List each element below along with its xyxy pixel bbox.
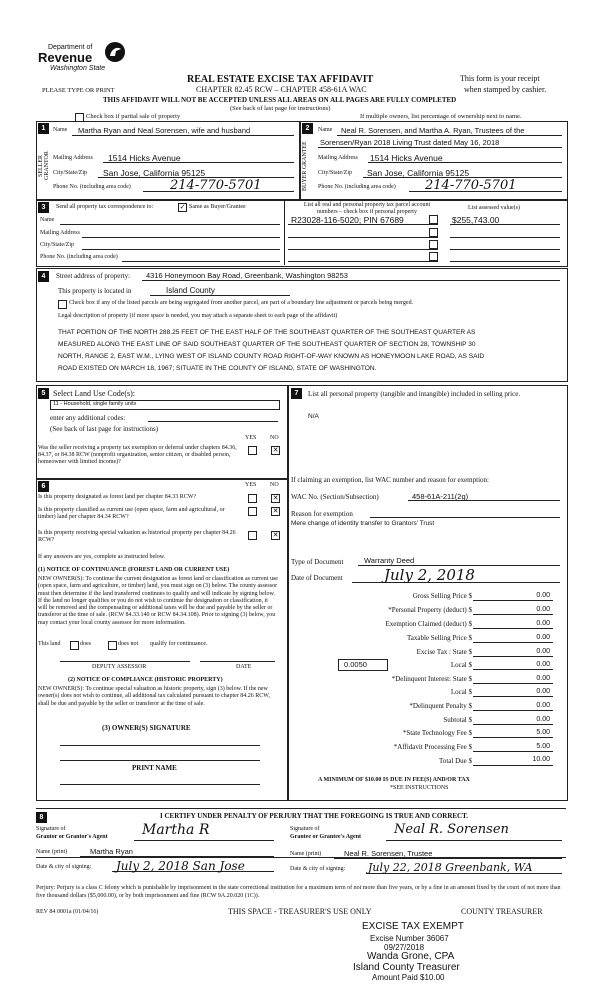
- s5-question: Was the seller receiving a property tax exemption or deferral under chapters 84.36, 84.37, or 84.38 RCW (nonprofit organization, senior citizen, or disabled person, homeowner with limited income)?: [38, 445, 237, 465]
- buyer-name-line1[interactable]: Neal R. Sorensen, and Martha A. Ryan, Trustees of the: [341, 126, 525, 135]
- parcel-3-personal-checkbox[interactable]: [429, 240, 438, 249]
- personal-property-deduct-label: *Personal Property (deduct) $: [388, 606, 472, 614]
- reason-label: Reason for exemption: [291, 510, 353, 518]
- delinquent-interest-label: *Delinquent Interest: State $: [391, 675, 472, 683]
- buyer-name-line2[interactable]: Sorensen/Ryan 2018 Living Trust dated May 16, 2018: [320, 138, 500, 147]
- delinquent-local-value[interactable]: 0.00: [536, 688, 550, 695]
- grantee-date-label: Date & city of signing:: [290, 866, 346, 872]
- seller-city[interactable]: San Jose, California 95125: [103, 168, 206, 178]
- s5-no-checkbox[interactable]: ✕: [272, 446, 279, 454]
- deputy-assessor-label: DEPUTY ASSESSOR: [92, 664, 147, 670]
- section-4-number: 4: [38, 271, 49, 282]
- s6-no-label: NO: [270, 482, 279, 488]
- land-use-label: Select Land Use Code(s):: [53, 389, 135, 398]
- grantor-sig-label-1: Signature of: [36, 826, 66, 832]
- personal-property-deduct-value[interactable]: 0.00: [536, 606, 550, 613]
- seller-mail-label: Mailing Address: [53, 155, 93, 161]
- subtotal-label: Subtotal $: [443, 716, 472, 724]
- s6-q1: Is this property designated as forest land per chapter 84.33 RCW?: [38, 494, 197, 500]
- section-5-number: 5: [38, 388, 49, 399]
- segregated-checkbox[interactable]: [58, 300, 67, 309]
- qualify-label: qualify for continuance.: [150, 641, 208, 647]
- parcel-4-personal-checkbox[interactable]: [429, 252, 438, 261]
- date-label: DATE: [236, 664, 252, 670]
- legal-description-line1: THAT PORTION OF THE NORTH 288.25 FEET OF THE EAST HALF OF THE SOUTHEAST QUARTER OF THE SOUTHEAST QUARTER AS: [58, 329, 476, 336]
- section-3-number: 3: [38, 202, 49, 213]
- s5-yes-label: YES: [245, 435, 257, 441]
- parcel-1-personal-checkbox[interactable]: [429, 215, 438, 224]
- owner-signature-label: (3) OWNER(S) SIGNATURE: [102, 724, 191, 732]
- grantor-name-label: Name (print): [36, 849, 68, 855]
- s6-q2-no-checkbox[interactable]: ✕: [272, 507, 279, 515]
- s6-q1-yes-checkbox[interactable]: [248, 494, 257, 503]
- additional-codes-label: enter any additional codes:: [50, 414, 126, 422]
- wac-number[interactable]: 458-61A-211(2g): [412, 492, 469, 501]
- partial-sale-label: Check box if partial sale of property: [86, 113, 181, 120]
- grantor-sig-label-2: Grantor or Grantor's Agent: [36, 834, 108, 840]
- seller-name-label: Name: [53, 127, 68, 133]
- dept-line3: Washington State: [50, 65, 106, 72]
- does-label: does: [80, 641, 91, 647]
- minimum-note: A MINIMUM OF $10.00 IS DUE IN FEE(S) AND/OR TAX: [318, 777, 470, 783]
- exemption-reason: Mere change of identity transfer to Grantors' Trust: [291, 520, 435, 527]
- stamp-line-4: Wanda Grone, CPA: [367, 951, 455, 962]
- land-use-code: 11 - Household, single family units: [53, 401, 137, 407]
- section-6-number: 6: [38, 481, 49, 492]
- buyer-mail-label: Mailing Address: [318, 155, 358, 161]
- grantee-name-label: Name (print): [290, 851, 322, 857]
- county[interactable]: Island County: [166, 286, 215, 295]
- receipt-note-1: This form is your receipt: [460, 74, 540, 83]
- s3-city-label: City/State/Zip: [40, 242, 74, 248]
- dept-line1: Department of: [48, 44, 93, 51]
- s6-q3: Is this property receiving special valuation as historical property per chapter 84.26 RCW?: [38, 530, 236, 543]
- stamp-line-2: Excise Number 36067: [370, 934, 449, 943]
- s6-q2-yes-checkbox[interactable]: [248, 507, 257, 516]
- does-checkbox[interactable]: [70, 641, 79, 650]
- parcel-2-personal-checkbox[interactable]: [429, 228, 438, 237]
- compliance-title: (2) NOTICE OF COMPLIANCE (HISTORIC PROPERTY): [68, 677, 223, 683]
- street-address[interactable]: 4316 Honeymoon Bay Road, Greenbank, Washington 98253: [146, 271, 348, 280]
- stamp-line-1: EXCISE TAX EXEMPT: [362, 921, 464, 932]
- buyer-phone-label: Phone No. (including area code): [318, 184, 396, 190]
- delinquent-interest-value[interactable]: 0.00: [536, 675, 550, 682]
- does-not-label: does not: [118, 641, 139, 647]
- taxable-price-value[interactable]: 0.00: [536, 634, 550, 641]
- legal-description-line3: NORTH, RANGE 2, EAST W.M., LYING WEST OF ISLAND COUNTY ROAD RIGHT-OF-WAY KNOWN AS HONEYMOON LAKE ROAD, AS SAID: [58, 353, 485, 360]
- grantor-name[interactable]: Martha Ryan: [90, 847, 133, 856]
- doc-type[interactable]: Warranty Deed: [364, 556, 415, 565]
- parcel-header-1: List all real and personal property tax parcel account: [303, 202, 431, 208]
- form-warning: THIS AFFIDAVIT WILL NOT BE ACCEPTED UNLESS ALL AREAS ON ALL PAGES ARE FULLY COMPLETED: [103, 96, 457, 104]
- s6-q3-no-checkbox[interactable]: ✕: [272, 531, 279, 539]
- this-land-label: This land: [38, 641, 61, 647]
- grantee-sig-label-2: Grantee or Grantee's Agent: [290, 834, 362, 840]
- seller-phone-label: Phone No. (including area code): [53, 184, 131, 190]
- grantee-name[interactable]: Neal R. Sorensen, Trustee: [344, 849, 433, 858]
- please-type: PLEASE TYPE OR PRINT: [42, 87, 115, 94]
- exemption-claimed-label: Exemption Claimed (deduct) $: [385, 620, 472, 628]
- wac-label: WAC No. (Section/Subsection): [291, 493, 379, 501]
- personal-property-label: List all personal property (tangible and intangible) included in selling price.: [308, 390, 521, 398]
- land-use-see-back: (See back of last page for instructions): [50, 425, 159, 433]
- buyer-mail[interactable]: 1514 Hicks Avenue: [370, 153, 443, 163]
- seller-phone[interactable]: 214-770-5701: [170, 178, 262, 193]
- doc-type-label: Type of Document: [291, 558, 344, 566]
- legal-description-line4: ROAD EXISTED ON MARCH 18, 1967; SITUATE IN THE COUNTY OF ISLAND, STATE OF WASHINGTON.: [58, 365, 377, 372]
- section-8-number: 8: [36, 812, 47, 823]
- continuance-title: (1) NOTICE OF CONTINUANCE (FOREST LAND OR CURRENT USE): [38, 567, 230, 573]
- affidavit-fee-label: *Affidavit Processing Fee $: [393, 743, 472, 751]
- print-name-label: PRINT NAME: [132, 764, 177, 772]
- affidavit-fee-value[interactable]: 5.00: [536, 743, 550, 750]
- personal-property-value: N/A: [308, 413, 319, 420]
- form-title: REAL ESTATE EXCISE TAX AFFIDAVIT: [187, 74, 374, 85]
- compliance-body: NEW OWNER(S): To continue special valuation as historic property, sign (3) below. If the new owner(s) does not wish to continue, all additional tax calculated pursuant to chapter 84.26 RCW, shall be due and payable by the seller or transferor at the time of sale.: [38, 686, 270, 707]
- dept-line2: Revenue: [38, 50, 93, 65]
- does-not-checkbox[interactable]: [108, 641, 117, 650]
- s5-no-label: NO: [270, 435, 279, 441]
- legal-description-line2: MEASURED ALONG THE EAST LINE OF SAID SOUTHEAST QUARTER OF THE SOUTHEAST QUARTER OF SECTION 28, TOWNSHIP 30: [58, 341, 476, 348]
- taxable-price-label: Taxable Selling Price $: [406, 634, 472, 642]
- seller-mail[interactable]: 1514 Hicks Avenue: [108, 153, 181, 163]
- section-2-number: 2: [302, 123, 313, 134]
- doc-date-label: Date of Document: [291, 574, 343, 582]
- grantee-date-city[interactable]: July 22, 2018 Greenbank, WA: [368, 861, 533, 874]
- delinquent-penalty-label: *Delinquent Penalty $: [409, 702, 472, 710]
- excise-state-value[interactable]: 0.00: [536, 648, 550, 655]
- see-instructions: *SEE INSTRUCTIONS: [390, 785, 449, 791]
- send-correspondence-label: Send all property tax correspondence to:: [56, 204, 154, 210]
- seller-city-label: City/State/Zip: [53, 170, 87, 176]
- doc-date[interactable]: July 2, 2018: [384, 566, 475, 584]
- local-value[interactable]: 0.00: [536, 661, 550, 668]
- parcel-header-2: numbers – check box if personal property: [317, 209, 417, 215]
- section-1-number: 1: [38, 123, 49, 134]
- section-7-number: 7: [291, 388, 302, 399]
- s6-yes-label: YES: [245, 482, 257, 488]
- tech-fee-label: *State Technology Fee $: [402, 729, 472, 737]
- multiple-owners-note: If multiple owners, list percentage of ownership next to name.: [360, 113, 522, 120]
- s6-q1-no-checkbox[interactable]: ✕: [272, 494, 279, 502]
- exemption-claim-label: If claiming an exemption, list WAC number and reason for exemption:: [291, 476, 489, 484]
- grantee-sig-label-1: Signature of: [290, 826, 320, 832]
- gross-label: Gross Selling Price $: [412, 592, 472, 600]
- grantor-date-label: Date & city of signing:: [36, 864, 92, 870]
- county-treasurer: COUNTY TREASURER: [461, 907, 543, 916]
- total-due-value[interactable]: 10.00: [532, 756, 550, 763]
- stamp-line-3: 09/27/2018: [384, 943, 425, 952]
- total-due-label: Total Due $: [439, 757, 472, 765]
- tech-fee-value[interactable]: 5.00: [536, 729, 550, 736]
- buyer-side-label: BUYER GRANTEE: [302, 141, 308, 191]
- same-as-buyer-label: Same as Buyer/Grantee: [189, 204, 246, 210]
- stamp-line-6: Amount Paid $10.00: [372, 973, 445, 982]
- s5-yes-checkbox[interactable]: [248, 446, 257, 455]
- receipt-note-2: when stamped by cashier.: [464, 85, 547, 94]
- form-revision: REV 84 0001a (01/04/16): [36, 909, 99, 915]
- buyer-city[interactable]: San Jose, California 95125: [367, 168, 470, 178]
- exemption-claimed-value[interactable]: 0.00: [536, 620, 550, 627]
- s3-name-label: Name: [40, 217, 55, 223]
- grantor-signature[interactable]: Martha R: [142, 822, 210, 838]
- subtotal-value[interactable]: 0.00: [536, 716, 550, 723]
- grantee-signature[interactable]: Neal R. Sorensen: [394, 822, 509, 837]
- buyer-city-label: City/State/Zip: [318, 170, 352, 176]
- same-as-buyer-checkbox[interactable]: ✓: [179, 203, 186, 211]
- certify-statement: I CERTIFY UNDER PENALTY OF PERJURY THAT THE FOREGOING IS TRUE AND CORRECT.: [160, 812, 469, 820]
- s3-mail-label: Mailing Address: [40, 230, 80, 236]
- assessed-value[interactable]: $255,743.00: [452, 215, 500, 225]
- parcel-number[interactable]: R23028-116-5020; PIN 67689: [291, 215, 404, 225]
- continuance-body: NEW OWNER(S): To continue the current designation as forest land or classification as current use (open space, farm and agriculture, or timber) land, you must sign on (3) below. The county assessor must then determine if the land transferred continues to qualify and will indicate by signing below. If the land no longer qualifies or you do not wish to continue the designation or classification, it will be removed and the compensating or additional taxes will be due and payable by the seller or transferor at the time of sale. (RCW 84.33.140 or RCW 84.34.108). Prior to signing (3) below, you may contact your local county assessor for more information.: [38, 576, 278, 626]
- located-label: This property is located in: [58, 287, 132, 295]
- seller-side-label: SELLER GRANTOR: [38, 151, 50, 181]
- s6-q3-yes-checkbox[interactable]: [248, 531, 257, 540]
- dor-logo-icon: [103, 40, 127, 64]
- legal-label: Legal description of property (if more space is needed, you may attach a separate sheet to each page of the affidavit): [58, 313, 338, 319]
- buyer-name-label: Name: [318, 127, 333, 133]
- treasurer-space: THIS SPACE - TREASURER'S USE ONLY: [228, 907, 372, 916]
- if-yes-note: If any answers are yes, complete as instructed below.: [38, 554, 166, 560]
- local-rate: 0.0050: [344, 660, 367, 669]
- segregated-label: Check box if any of the listed parcels are being segregated from another parcel, are part of a boundary line adjustment or parcels being merged.: [69, 300, 414, 306]
- assessed-header: List assessed value(s): [468, 205, 520, 211]
- perjury-statement: Perjury: Perjury is a class C felony which is punishable by imprisonment in the state correctional institution for a maximum term of not more than five years, or by a fine in an amount fixed by the court of not more than five thousand dollars ($5,000.00), or by both imprisonment and fine (RCW 9A.20.020 (1C)).: [36, 885, 561, 899]
- buyer-phone[interactable]: 214-770-5701: [425, 178, 517, 193]
- form-chapter: CHAPTER 82.45 RCW – CHAPTER 458-61A WAC: [196, 85, 367, 94]
- see-back: (See back of last page for instructions): [230, 105, 331, 112]
- grantor-date-city[interactable]: July 2, 2018 San Jose: [116, 859, 245, 873]
- street-label: Street address of property:: [56, 272, 131, 280]
- s3-phone-label: Phone No. (including area code): [40, 254, 118, 260]
- section-6: [36, 479, 288, 801]
- gross-value[interactable]: 0.00: [536, 592, 550, 599]
- s6-q2: Is this property classified as current use (open space, farm and agricultural, or timber) land per chapter 84.34 RCW?: [38, 507, 225, 520]
- seller-name[interactable]: Martha Ryan and Neal Sorensen, wife and husband: [78, 126, 251, 135]
- delinquent-penalty-value[interactable]: 0.00: [536, 702, 550, 709]
- delinquent-local-label: Local $: [450, 688, 472, 696]
- stamp-line-5: Island County Treasurer: [353, 962, 460, 973]
- local-label: Local $: [450, 661, 472, 669]
- excise-state-label: Excise Tax : State $: [416, 648, 472, 656]
